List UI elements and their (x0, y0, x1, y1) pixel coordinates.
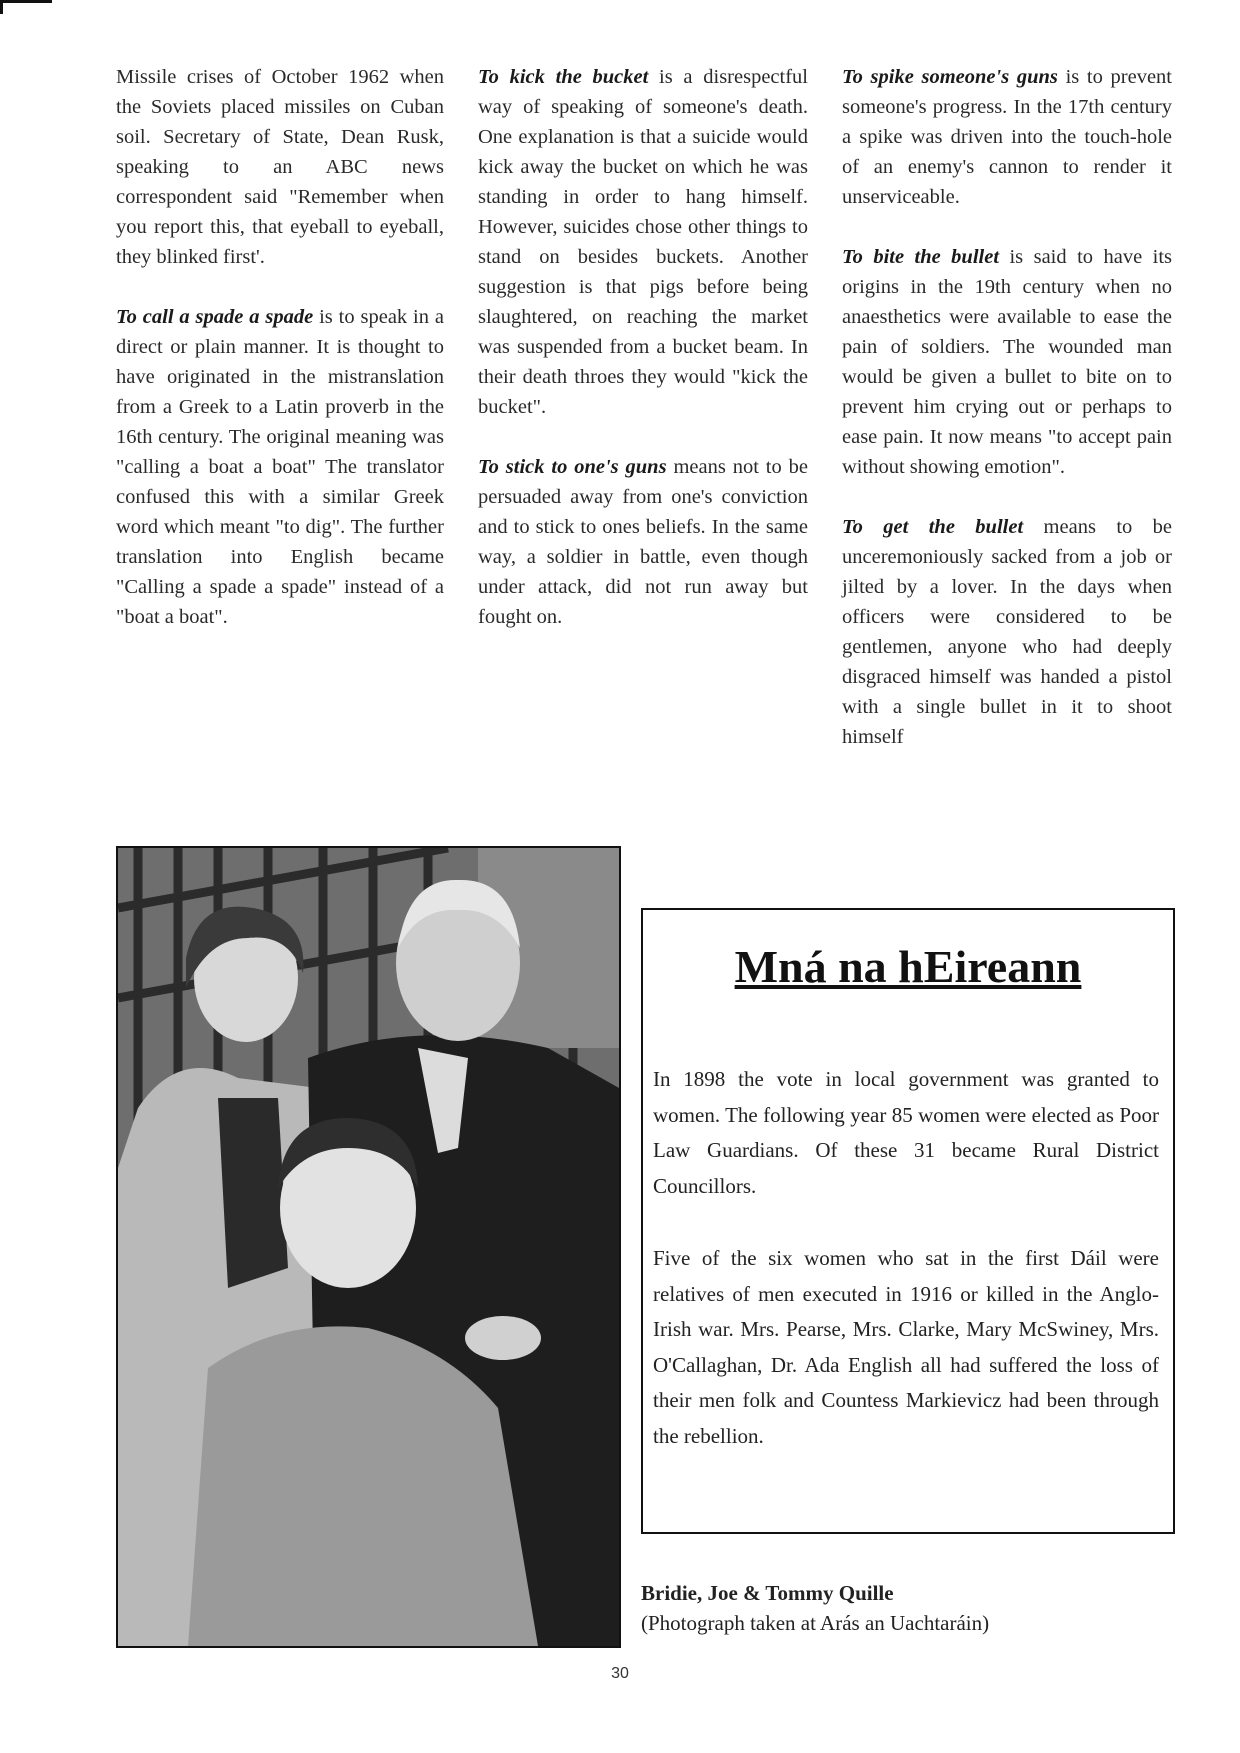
woman-blouse (218, 1098, 288, 1288)
column-paragraph (116, 62, 444, 272)
idiom-entry-call-a-spade (116, 302, 444, 632)
corner-crop-mark-vertical (0, 0, 3, 14)
page-number: 30 (611, 1665, 629, 1682)
idiom-definition: is to speak in a direct or plain manner. It is thought to have originated in the mistranslation from a Greek to a Latin proverb in the 16th century. The original meaning was "calling a boat a boat" The translator confused this with a similar Greek word which meant "to dig". The further translation into English became "Calling a spade a spade" instead of a "boat a boat". (116, 306, 444, 628)
idiom-entry-stick-to-ones-guns (478, 452, 808, 632)
idiom-term: To get the bullet (842, 516, 1024, 538)
callout-paragraph: Five of the six women who sat in the first Dáil were relatives of men executed in 1916 or killed in the Anglo-Irish war. Mrs. Pearse, Mrs. Clarke, Mary McSwiney, Mrs. O'Callaghan, Dr. Ada English all had suffered the loss of their men folk and Countess Markievicz had been through the rebellion. (653, 1246, 1159, 1448)
caption-note: (Photograph taken at Arás an Uachtaráin) (641, 1611, 990, 1635)
idiom-definition: is said to have its origins in the 19th century when no anaesthetics were available to ease the pain of soldiers. The wounded man would be given a bullet to bite on to prevent him crying out or perhaps to ease pain. It now means "to accept pain without showing emotion". (842, 246, 1172, 478)
corner-crop-mark (0, 0, 52, 3)
idiom-entry-spike-someones-guns (842, 62, 1172, 212)
idiom-term: To stick to one's guns (478, 456, 667, 478)
idiom-entry-get-the-bullet (842, 512, 1172, 752)
man-hand (465, 1316, 541, 1360)
callout-paragraph: In 1898 the vote in local government was granted to women. The following year 85 women were elected as Poor Law Guardians. Of these 31 became Rural District Councillors. (653, 1067, 1159, 1198)
family-photograph (116, 846, 621, 1648)
text-column-left (116, 62, 444, 662)
idiom-term: To spike someone's guns (842, 66, 1058, 88)
idiom-definition: is a disrespectful way of speaking of someone's death. One explanation is that a suicide would kick away the bucket on which he was standing in order to hang himself. However, suicides chose other things to stand on besides buckets. Another suggestion is that pigs before being slaughtered, on reaching the market was suspended from a bucket beam. In their death throes they would "kick the bucket". (478, 66, 808, 418)
photo-caption (641, 1578, 1201, 1638)
callout-title: Mná na hEireann (734, 941, 1082, 992)
text-column-right (842, 62, 1172, 782)
callout-body (653, 1062, 1159, 1491)
idiom-definition: is to prevent someone's progress. In the 17th century a spike was driven into the touch-hole of an enemy's cannon to render it unserviceable. (842, 66, 1173, 208)
paragraph-text: Missile crises of October 1962 when the Soviets placed missiles on Cuban soil. Secretary of State, Dean Rusk, speaking to an ABC news correspondent said "Remember when you report this, that eyeball to eyeball, they blinked first'. (116, 66, 444, 268)
idiom-definition: means to be unceremoniously sacked from a job or jilted by a lover. In the days when officers were considered to be gentlemen, anyone who had deeply disgraced himself was handed a pistol with a single bullet in it to shoot himself (842, 516, 1173, 748)
idiom-definition: means not to be persuaded away from one's conviction and to stick to ones beliefs. In the same way, a soldier in battle, even though under attack, did not run away but fought on. (478, 456, 808, 628)
idiom-term: To call a spade a spade (116, 306, 314, 328)
photo-illustration (118, 848, 619, 1646)
callout-box (641, 908, 1175, 1534)
idiom-term: To bite the bullet (842, 246, 1000, 268)
text-column-middle (478, 62, 808, 662)
idiom-entry-kick-the-bucket (478, 62, 808, 422)
idiom-term: To kick the bucket (478, 66, 649, 88)
idiom-entry-bite-the-bullet (842, 242, 1172, 482)
caption-names: Bridie, Joe & Tommy Quille (641, 1581, 894, 1605)
